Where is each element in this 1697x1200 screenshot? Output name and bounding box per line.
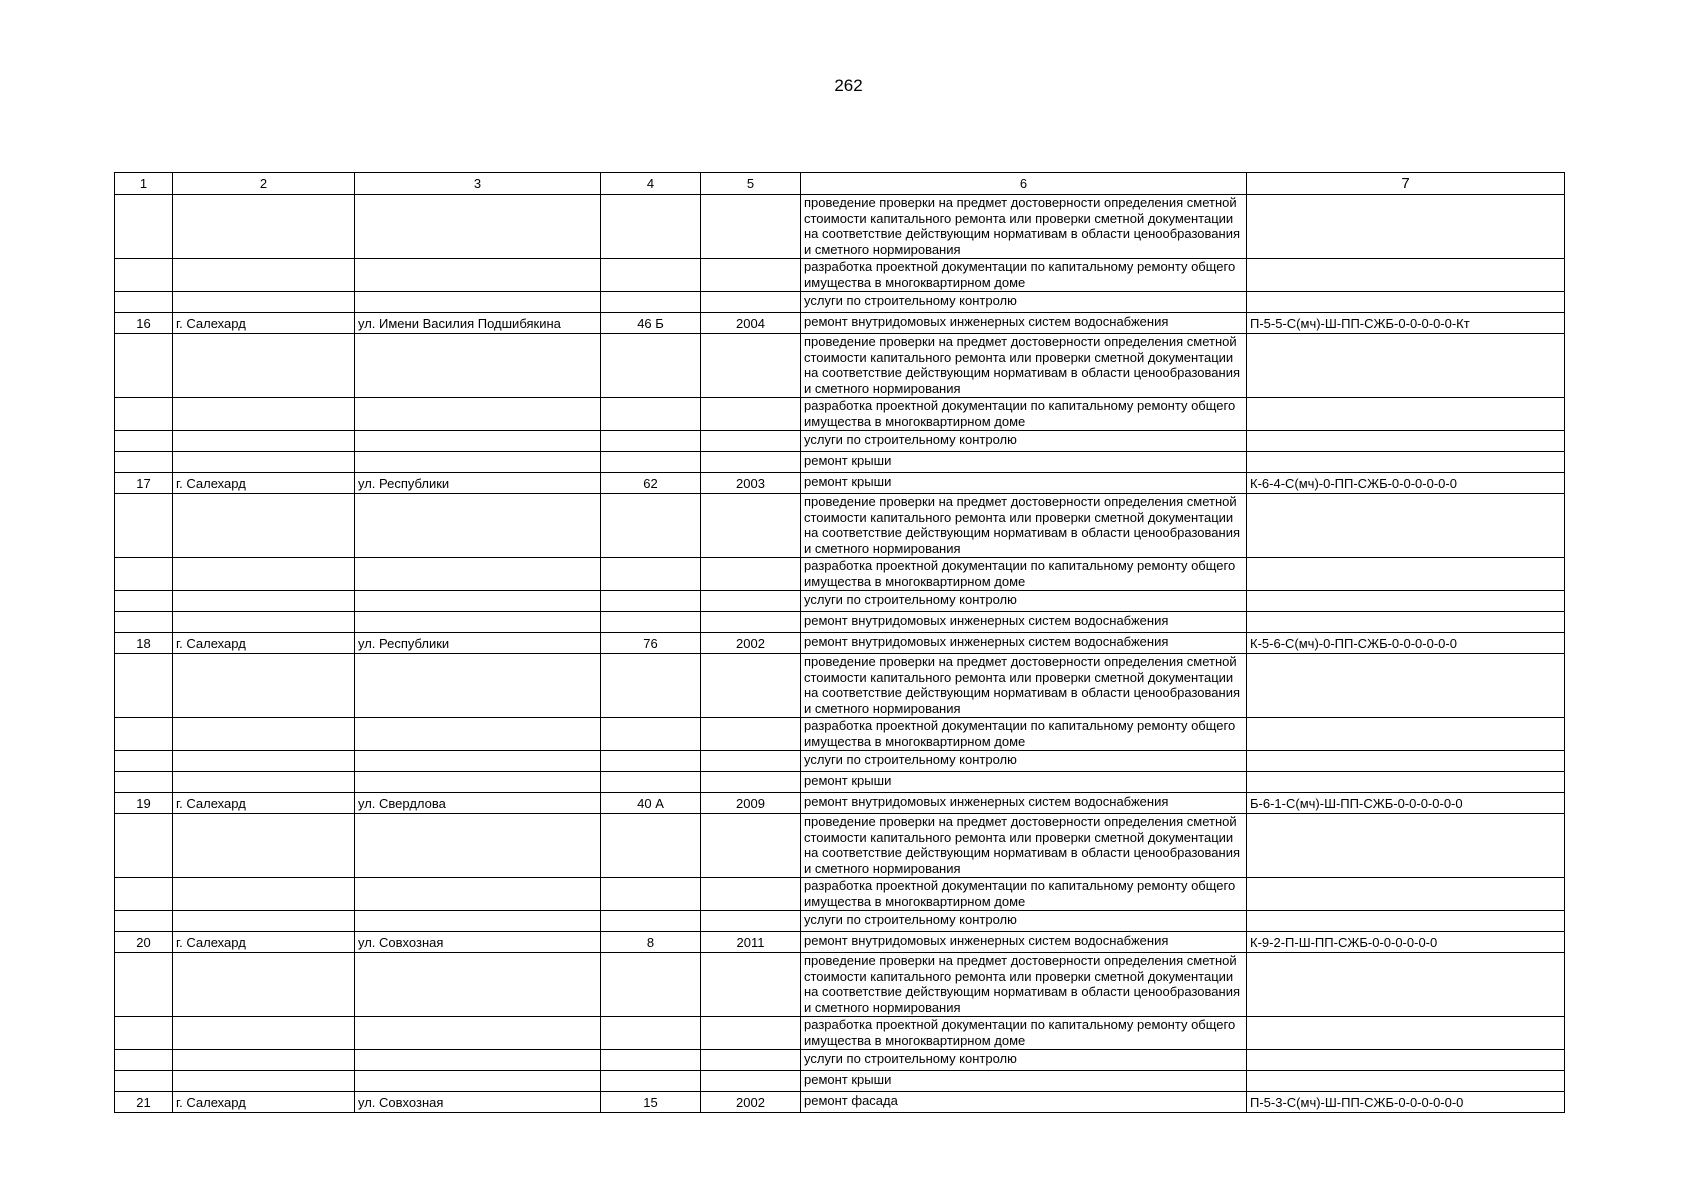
city-cell: г. Салехард: [173, 473, 355, 494]
street-cell: [355, 334, 601, 398]
work-type-cell: ремонт внутридомовых инженерных систем водоснабжения: [801, 633, 1247, 654]
row-number: [115, 494, 173, 558]
building-code-cell: К-6-4-С(мч)-0-ПП-СЖБ-0-0-0-0-0-0: [1247, 473, 1565, 494]
city-cell: [173, 334, 355, 398]
table-row: [115, 292, 1565, 313]
work-type-cell: проведение проверки на предмет достоверности определения сметной стоимости капитального ремонта или проверки сметной документации на соответствие действующим нормативам в области ценообразования и сметного нормирования: [801, 494, 1247, 558]
house-number-cell: [601, 558, 701, 591]
row-number: [115, 751, 173, 772]
city-cell: г. Салехард: [173, 793, 355, 814]
row-number: [115, 772, 173, 793]
year-cell: [701, 431, 801, 452]
year-cell: [701, 814, 801, 878]
table-row: [115, 591, 1565, 612]
table-row: [115, 558, 1565, 591]
table-row: [115, 452, 1565, 473]
work-type-cell: ремонт внутридомовых инженерных систем водоснабжения: [801, 313, 1247, 334]
year-cell: 2002: [701, 633, 801, 654]
city-cell: [173, 718, 355, 751]
city-cell: [173, 814, 355, 878]
street-cell: [355, 195, 601, 259]
table-row: [115, 751, 1565, 772]
building-code-cell: П-5-5-С(мч)-Ш-ПП-СЖБ-0-0-0-0-0-Кт: [1247, 313, 1565, 334]
row-number: [115, 334, 173, 398]
building-code-cell: Б-6-1-С(мч)-Ш-ПП-СЖБ-0-0-0-0-0-0: [1247, 793, 1565, 814]
row-number: [115, 431, 173, 452]
work-type-cell: проведение проверки на предмет достоверности определения сметной стоимости капитального ремонта или проверки сметной документации на соответствие действующим нормативам в области ценообразования и сметного нормирования: [801, 654, 1247, 718]
year-cell: [701, 259, 801, 292]
house-number-cell: [601, 718, 701, 751]
row-number: [115, 1071, 173, 1092]
row-number: [115, 452, 173, 473]
city-cell: [173, 612, 355, 633]
work-type-cell: ремонт крыши: [801, 772, 1247, 793]
row-number: [115, 558, 173, 591]
building-code-cell: П-5-3-С(мч)-Ш-ПП-СЖБ-0-0-0-0-0-0: [1247, 1092, 1565, 1113]
row-number: [115, 878, 173, 911]
street-cell: [355, 953, 601, 1017]
city-cell: [173, 654, 355, 718]
header-col-1: 1: [115, 173, 173, 195]
table-row: [115, 814, 1565, 878]
table-header-row: [115, 173, 1565, 195]
header-col-5: 5: [701, 173, 801, 195]
house-number-cell: 62: [601, 473, 701, 494]
work-type-cell: ремонт крыши: [801, 1071, 1247, 1092]
year-cell: [701, 1071, 801, 1092]
table-row: [115, 654, 1565, 718]
street-cell: [355, 814, 601, 878]
year-cell: [701, 195, 801, 259]
house-number-cell: [601, 591, 701, 612]
building-code-cell: [1247, 452, 1565, 473]
building-code-cell: [1247, 814, 1565, 878]
building-code-cell: [1247, 1050, 1565, 1071]
house-number-cell: [601, 334, 701, 398]
city-cell: [173, 911, 355, 932]
street-cell: ул. Свердлова: [355, 793, 601, 814]
year-cell: 2004: [701, 313, 801, 334]
street-cell: [355, 654, 601, 718]
work-type-cell: ремонт крыши: [801, 452, 1247, 473]
building-code-cell: [1247, 558, 1565, 591]
table-row: [115, 612, 1565, 633]
street-cell: [355, 751, 601, 772]
row-number: 21: [115, 1092, 173, 1113]
house-number-cell: [601, 195, 701, 259]
house-number-cell: [601, 259, 701, 292]
table-row: [115, 878, 1565, 911]
year-cell: [701, 878, 801, 911]
table-row: [115, 911, 1565, 932]
year-cell: [701, 334, 801, 398]
street-cell: [355, 494, 601, 558]
building-code-cell: [1247, 494, 1565, 558]
row-number: [115, 259, 173, 292]
city-cell: [173, 591, 355, 612]
year-cell: [701, 718, 801, 751]
building-code-cell: [1247, 953, 1565, 1017]
street-cell: [355, 292, 601, 313]
table-row: [115, 334, 1565, 398]
city-cell: [173, 878, 355, 911]
year-cell: [701, 911, 801, 932]
city-cell: [173, 431, 355, 452]
page-number: 262: [834, 76, 863, 95]
building-code-cell: [1247, 718, 1565, 751]
street-cell: [355, 718, 601, 751]
year-cell: [701, 494, 801, 558]
house-number-cell: 40 А: [601, 793, 701, 814]
work-type-cell: разработка проектной документации по капитальному ремонту общего имущества в многоквартирном доме: [801, 398, 1247, 431]
city-cell: г. Салехард: [173, 313, 355, 334]
street-cell: [355, 452, 601, 473]
house-number-cell: [601, 1050, 701, 1071]
table-row: [115, 494, 1565, 558]
row-number: 17: [115, 473, 173, 494]
year-cell: [701, 452, 801, 473]
work-type-cell: услуги по строительному контролю: [801, 751, 1247, 772]
header-col-2: 2: [173, 173, 355, 195]
row-number: [115, 654, 173, 718]
street-cell: [355, 1050, 601, 1071]
house-number-cell: [601, 398, 701, 431]
row-number: [115, 195, 173, 259]
row-number: [115, 953, 173, 1017]
building-code-cell: [1247, 654, 1565, 718]
year-cell: [701, 953, 801, 1017]
row-number: 20: [115, 932, 173, 953]
house-number-cell: [601, 1017, 701, 1050]
table-row: [115, 633, 1565, 654]
table-row: [115, 195, 1565, 259]
street-cell: ул. Имени Василия Подшибякина: [355, 313, 601, 334]
year-cell: [701, 751, 801, 772]
city-cell: [173, 1071, 355, 1092]
work-type-cell: разработка проектной документации по капитальному ремонту общего имущества в многоквартирном доме: [801, 558, 1247, 591]
building-code-cell: К-5-6-С(мч)-0-ПП-СЖБ-0-0-0-0-0-0: [1247, 633, 1565, 654]
city-cell: г. Салехард: [173, 633, 355, 654]
work-type-cell: проведение проверки на предмет достоверности определения сметной стоимости капитального ремонта или проверки сметной документации на соответствие действующим нормативам в области ценообразования и сметного нормирования: [801, 195, 1247, 259]
year-cell: 2009: [701, 793, 801, 814]
row-number: [115, 814, 173, 878]
work-type-cell: услуги по строительному контролю: [801, 591, 1247, 612]
table-row: [115, 398, 1565, 431]
house-number-cell: [601, 911, 701, 932]
row-number: [115, 292, 173, 313]
street-cell: [355, 911, 601, 932]
street-cell: ул. Республики: [355, 633, 601, 654]
street-cell: [355, 259, 601, 292]
year-cell: 2003: [701, 473, 801, 494]
building-code-cell: [1247, 195, 1565, 259]
work-type-cell: ремонт крыши: [801, 473, 1247, 494]
house-number-cell: 76: [601, 633, 701, 654]
row-number: [115, 718, 173, 751]
city-cell: г. Салехард: [173, 1092, 355, 1113]
year-cell: [701, 591, 801, 612]
table-row: [115, 1017, 1565, 1050]
street-cell: [355, 431, 601, 452]
building-code-cell: [1247, 591, 1565, 612]
house-number-cell: [601, 751, 701, 772]
row-number: 18: [115, 633, 173, 654]
street-cell: [355, 1017, 601, 1050]
city-cell: [173, 1050, 355, 1071]
house-number-cell: [601, 772, 701, 793]
building-code-cell: [1247, 772, 1565, 793]
street-cell: ул. Республики: [355, 473, 601, 494]
table-row: [115, 718, 1565, 751]
year-cell: [701, 558, 801, 591]
work-type-cell: ремонт внутридомовых инженерных систем водоснабжения: [801, 932, 1247, 953]
work-type-cell: разработка проектной документации по капитальному ремонту общего имущества в многоквартирном доме: [801, 1017, 1247, 1050]
work-type-cell: услуги по строительному контролю: [801, 292, 1247, 313]
work-type-cell: ремонт фасада: [801, 1092, 1247, 1113]
street-cell: [355, 772, 601, 793]
table-row: [115, 1092, 1565, 1113]
work-type-cell: ремонт внутридомовых инженерных систем водоснабжения: [801, 793, 1247, 814]
row-number: [115, 1017, 173, 1050]
year-cell: [701, 1017, 801, 1050]
city-cell: [173, 195, 355, 259]
row-number: [115, 398, 173, 431]
house-number-cell: 46 Б: [601, 313, 701, 334]
header-col-6: 6: [801, 173, 1247, 195]
row-number: [115, 612, 173, 633]
street-cell: [355, 591, 601, 612]
year-cell: [701, 612, 801, 633]
row-number: 16: [115, 313, 173, 334]
work-type-cell: разработка проектной документации по капитальному ремонту общего имущества в многоквартирном доме: [801, 878, 1247, 911]
table-row: [115, 259, 1565, 292]
repair-schedule-table: [114, 172, 1565, 1113]
year-cell: [701, 772, 801, 793]
year-cell: 2011: [701, 932, 801, 953]
work-type-cell: проведение проверки на предмет достоверности определения сметной стоимости капитального ремонта или проверки сметной документации на соответствие действующим нормативам в области ценообразования и сметного нормирования: [801, 814, 1247, 878]
year-cell: 2002: [701, 1092, 801, 1113]
building-code-cell: [1247, 398, 1565, 431]
city-cell: [173, 772, 355, 793]
header-col-4: 4: [601, 173, 701, 195]
work-type-cell: разработка проектной документации по капитальному ремонту общего имущества в многоквартирном доме: [801, 718, 1247, 751]
city-cell: [173, 452, 355, 473]
city-cell: [173, 292, 355, 313]
building-code-cell: К-9-2-П-Ш-ПП-СЖБ-0-0-0-0-0-0: [1247, 932, 1565, 953]
row-number: [115, 1050, 173, 1071]
building-code-cell: [1247, 911, 1565, 932]
house-number-cell: [601, 431, 701, 452]
year-cell: [701, 398, 801, 431]
house-number-cell: [601, 814, 701, 878]
city-cell: [173, 259, 355, 292]
work-type-cell: проведение проверки на предмет достоверности определения сметной стоимости капитального ремонта или проверки сметной документации на соответствие действующим нормативам в области ценообразования и сметного нормирования: [801, 334, 1247, 398]
table-row: [115, 1050, 1565, 1071]
city-cell: [173, 1017, 355, 1050]
row-number: [115, 591, 173, 612]
street-cell: ул. Совхозная: [355, 932, 601, 953]
house-number-cell: 8: [601, 932, 701, 953]
table-row: [115, 793, 1565, 814]
building-code-cell: [1247, 1017, 1565, 1050]
street-cell: [355, 878, 601, 911]
house-number-cell: [601, 878, 701, 911]
work-type-cell: ремонт внутридомовых инженерных систем водоснабжения: [801, 612, 1247, 633]
table-row: [115, 772, 1565, 793]
building-code-cell: [1247, 431, 1565, 452]
house-number-cell: [601, 292, 701, 313]
table-body: [115, 173, 1565, 1113]
house-number-cell: [601, 452, 701, 473]
street-cell: [355, 398, 601, 431]
work-type-cell: услуги по строительному контролю: [801, 911, 1247, 932]
building-code-cell: [1247, 334, 1565, 398]
city-cell: [173, 494, 355, 558]
street-cell: ул. Совхозная: [355, 1092, 601, 1113]
row-number: [115, 911, 173, 932]
city-cell: [173, 751, 355, 772]
house-number-cell: [601, 612, 701, 633]
street-cell: [355, 1071, 601, 1092]
year-cell: [701, 1050, 801, 1071]
work-type-cell: услуги по строительному контролю: [801, 431, 1247, 452]
building-code-cell: [1247, 259, 1565, 292]
house-number-cell: 15: [601, 1092, 701, 1113]
house-number-cell: [601, 953, 701, 1017]
header-col-7: 7: [1247, 173, 1565, 195]
work-type-cell: разработка проектной документации по капитальному ремонту общего имущества в многоквартирном доме: [801, 259, 1247, 292]
house-number-cell: [601, 494, 701, 558]
row-number: 19: [115, 793, 173, 814]
work-type-cell: проведение проверки на предмет достоверности определения сметной стоимости капитального ремонта или проверки сметной документации на соответствие действующим нормативам в области ценообразования и сметного нормирования: [801, 953, 1247, 1017]
building-code-cell: [1247, 878, 1565, 911]
work-type-cell: услуги по строительному контролю: [801, 1050, 1247, 1071]
street-cell: [355, 612, 601, 633]
building-code-cell: [1247, 751, 1565, 772]
table-row: [115, 953, 1565, 1017]
table-row: [115, 932, 1565, 953]
table-row: [115, 431, 1565, 452]
year-cell: [701, 654, 801, 718]
header-col-3: 3: [355, 173, 601, 195]
city-cell: [173, 398, 355, 431]
table-row: [115, 473, 1565, 494]
city-cell: [173, 558, 355, 591]
building-code-cell: [1247, 1071, 1565, 1092]
table-row: [115, 313, 1565, 334]
house-number-cell: [601, 654, 701, 718]
city-cell: [173, 953, 355, 1017]
table-row: [115, 1071, 1565, 1092]
building-code-cell: [1247, 612, 1565, 633]
building-code-cell: [1247, 292, 1565, 313]
city-cell: г. Салехард: [173, 932, 355, 953]
year-cell: [701, 292, 801, 313]
street-cell: [355, 558, 601, 591]
house-number-cell: [601, 1071, 701, 1092]
